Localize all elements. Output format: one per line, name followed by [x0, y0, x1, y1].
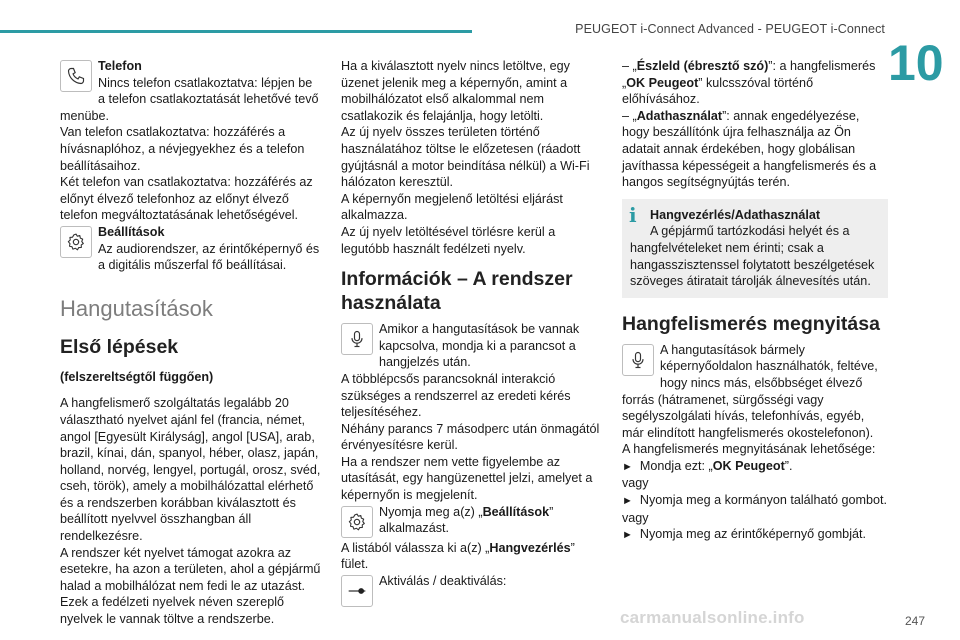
dash-item-data-usage: [622, 108, 888, 191]
toggle-instruction: Aktiválás / deaktiválás:: [379, 573, 507, 588]
text-span: Nyomja meg a kormányon található gombot.: [639, 493, 887, 508]
text-span: Nyomja meg az érintőképernyő gombját.: [639, 527, 866, 542]
paragraph: Néhány parancs 7 másodperc után önmagától érvényesítésre kerül.: [341, 421, 600, 453]
telefon-title: Telefon: [98, 59, 142, 73]
text-span: Nyomja meg a(z) „: [379, 504, 483, 519]
paragraph: A hangfelismerő szolgáltatás legalább 20 választható nyelvet ajánl fel (francia, német, angol [Egyesült Királyság], angol [USA], arab, brazil, kínai, dán, spanyol, héber, olasz, japán, holland, norvég, lengyel, portugál, orosz, svéd, cseh, török), amely a mobilhálózattal elérhető és a rendszerben korábban kiválasztott és beállított nyelvvel összhangban áll rendelkezésre.: [60, 396, 321, 544]
paragraph: Ha a kiválasztott nyelv nincs letöltve, egy üzenet jelenik meg a képernyőn, amint a mobilhálózatot első alkalommal nem csatlakozik és felajánlja, hogy letölti.: [341, 59, 570, 123]
toggle-icon: [341, 575, 373, 607]
voice-control-tab-name: Hangvezérlés: [489, 540, 571, 555]
phone-icon: [60, 60, 92, 92]
ok-peugeot-label: OK Peugeot: [626, 75, 699, 90]
ok-peugeot-label: OK Peugeot: [712, 458, 785, 473]
microphone-icon: [622, 344, 654, 376]
option-item: [622, 458, 888, 476]
settings-icon: [60, 226, 92, 258]
dash-item-wake-word: [622, 58, 888, 108]
column-2: [341, 58, 604, 609]
text-span: A gépjármű tartózkodási helyét és a hangfelvételeket nem érinti; csak a hangasszisztenssel folytatott beszélgetések szöveges átiratait tárolják álnevesítés után.: [630, 224, 875, 289]
column-1: [60, 58, 322, 628]
telefon-text-1: Nincs telefon csatlakoztatva: lépjen be a telefon csatlakoztatását lehetővé tevő menübe.: [60, 75, 319, 123]
tab-instruction: [341, 540, 604, 573]
column-3: [622, 58, 888, 544]
paragraph: A rendszer két nyelvet támogat azokra az esetekre, ha azon a területen, ahol a gépjármű halad a mobilhálózat nem fedi le az utazást.: [60, 545, 321, 593]
text-span: ” fület.: [341, 540, 575, 572]
paragraph: Az új nyelv összes területen történő használatához töltse le előzetesen (ráadott gyújtásnál a motor beindítása nélkül) a Wi-Fi hálózaton keresztül.: [341, 125, 590, 190]
page-number: 247: [905, 614, 926, 628]
beallitasok-text: Az audiorendszer, az érintőképernyő és a digitális műszerfal fő beállításai.: [98, 241, 320, 273]
heading-open-voice-recognition: Hangfelismerés megnyitása: [622, 312, 880, 335]
settings-app-name: Beállítások: [482, 504, 550, 519]
microphone-icon: [341, 323, 373, 355]
info-text: [630, 223, 880, 289]
option-item: [622, 492, 888, 510]
settings-icon: [341, 506, 373, 538]
beallitasok-title: Beállítások: [98, 224, 165, 239]
heading-info-usage: Információk – A rendszer használata: [341, 268, 573, 315]
page-header-title: PEUGEOT i-Connect Advanced - PEUGEOT i-Connect: [575, 22, 885, 36]
or-text: vagy: [622, 476, 649, 491]
text-span: ”: a hangfelismerés „: [622, 59, 876, 90]
wake-word-label: Észleld (ébresztő szó): [636, 59, 769, 73]
header-rule: [0, 30, 472, 33]
mic-instruction: Amikor a hangutasítások be vannak kapcsolva, mondja ki a parancsot a hangjelzés után.: [379, 322, 580, 370]
info-title: Hangvezérlés/Adathasználat: [650, 207, 821, 222]
telefon-text-3: Két telefon van csatlakoztatva: hozzáférés az előnyt élvező telefonhoz az előnyt élvező telefon megváltoztatásának lehetőségével.: [60, 175, 313, 223]
paragraph: A képernyőn megjelenő letöltési eljárást alkalmazza.: [341, 191, 563, 223]
text-span: – „: [622, 59, 637, 73]
chapter-number: 10: [888, 35, 944, 91]
text-span: ”: annak engedélyezése, hogy beszállítónk újra felhasználja az Ön adatait annak érdekében, hogy globálisan javíthassa képességeit a hangfelismerés és a hangos segítségnyújtás terén.: [622, 108, 877, 190]
section-title: Hangutasítások: [60, 295, 213, 321]
heading-first-steps: Első lépések: [60, 335, 179, 358]
options-intro: A hangfelismerés megnyitásának lehetősége:: [622, 442, 876, 457]
info-box: [622, 199, 888, 298]
arrow-right-icon: ►: [622, 529, 633, 542]
paragraph: Az új nyelv letöltésével törlésre kerül a legutóbb használt fedélzeti nyelv.: [341, 224, 556, 256]
settings-instruction: [341, 504, 604, 537]
arrow-right-icon: ►: [622, 495, 633, 508]
watermark: carmanualsonline.info: [620, 608, 805, 627]
paragraph: A többlépcsős parancsoknál interakció szükséges a rendszerrel az eredeti kérés teljesítéséhez.: [341, 371, 571, 420]
option-item: [622, 526, 888, 544]
text-span: ” alkalmazást.: [379, 504, 554, 536]
info-icon: i: [629, 202, 637, 227]
arrow-right-icon: ►: [622, 460, 633, 473]
text-span: – „: [622, 108, 637, 123]
telefon-text-2: Van telefon csatlakoztatva: hozzáférés a hívásnaplóhoz, a névjegyekhez és a telefon beállításaihoz.: [60, 125, 305, 173]
paragraph: Ezek a fedélzeti nyelvek néven szereplő nyelvek le vannak töltve a rendszerbe.: [60, 595, 285, 627]
text-span: ” kulcsszóval történő előhívásához.: [622, 75, 814, 107]
paragraph: Ha a rendszer nem vette figyelembe az utasítását, egy hangüzenettel jelzi, amelyet a képernyőn is megjelenít.: [341, 454, 593, 503]
text-span: Mondja ezt: „: [639, 458, 713, 473]
text-span: ”.: [784, 458, 793, 473]
or-text: vagy: [622, 510, 649, 525]
text-span: A listából válassza ki a(z) „: [341, 540, 490, 555]
subheading-equipment: (felszereltségtől függően): [60, 369, 214, 384]
data-usage-label: Adathasználat: [636, 108, 723, 123]
mic-instruction: A hangutasítások bármely képernyőoldalon használhatók, feltéve, hogy nincs más, elsőbbséget élvező forrás (hátramenet, sürgősségi vagy segélyszolgálati hívás, telefonhívás, egyéb, már elindított hangfelismerés okostelefonon).: [622, 342, 878, 440]
